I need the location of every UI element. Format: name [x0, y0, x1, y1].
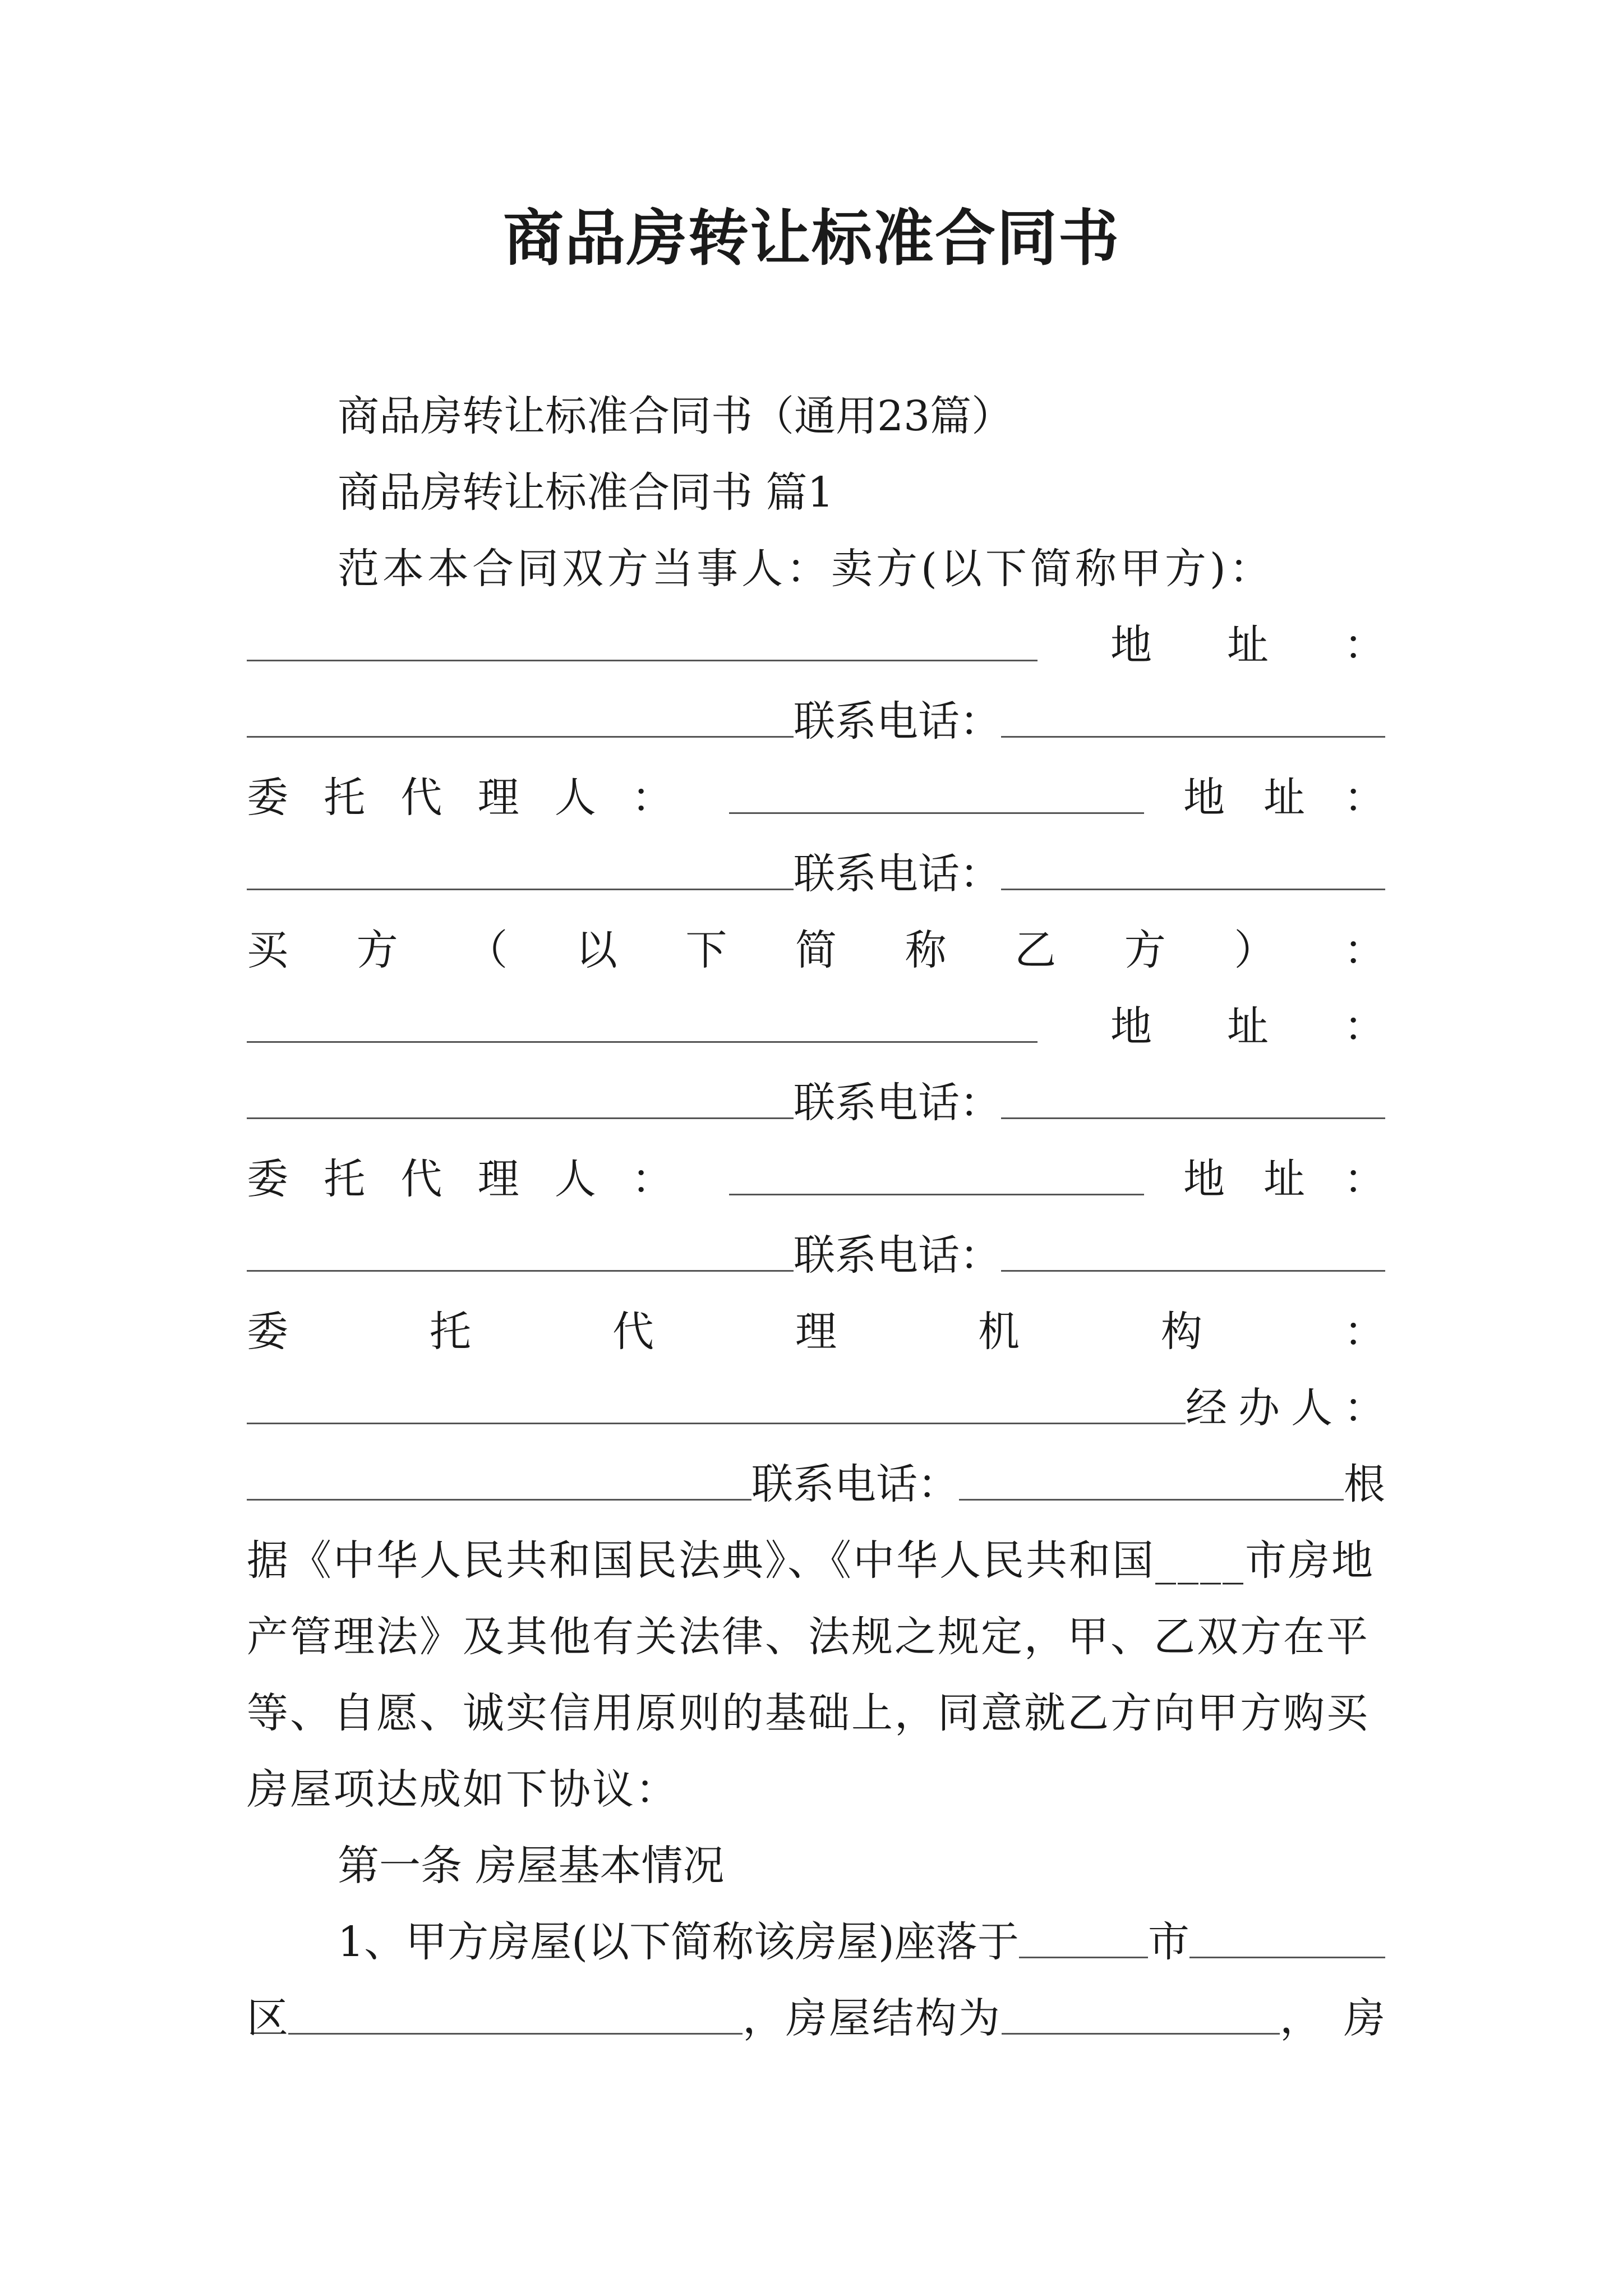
item-1-prefix: 1、甲方房屋(以下简称该房屋)座落于 — [338, 1918, 1019, 1966]
address-char: 地 — [1183, 774, 1225, 822]
address-char: 址 — [1264, 774, 1305, 822]
agency-char: ： — [1344, 1308, 1385, 1356]
location-blank[interactable] — [288, 1993, 743, 2035]
buyer-char: ） — [1234, 926, 1276, 974]
address-char: 地 — [1110, 621, 1152, 669]
agency-char: 机 — [978, 1308, 1020, 1356]
seller-agent-phone-label: 联系电话： — [794, 850, 1001, 898]
seller-address-label — [1110, 611, 1385, 679]
agency-char: 代 — [612, 1308, 654, 1356]
handler-blank[interactable] — [247, 1458, 751, 1501]
agency-char: 托 — [430, 1308, 471, 1356]
buyer-char: 买 — [247, 926, 288, 974]
seller-agent-label — [247, 764, 673, 831]
item-1-line-1 — [338, 1908, 1385, 1976]
agent-char: 代 — [400, 774, 442, 822]
agent-char: ： — [631, 774, 673, 822]
section-heading: 商品房转让标准合同书 篇1 — [338, 468, 834, 517]
seller-phone-row — [247, 688, 1385, 755]
district-label: 区 — [247, 1994, 288, 2042]
agent-char: 托 — [324, 1155, 366, 1203]
buyer-phone-row — [247, 1069, 1385, 1137]
agent-char: 委 — [247, 774, 288, 822]
buyer-agent-blank[interactable] — [729, 1153, 1144, 1195]
seller-agent-phone-blank[interactable] — [1001, 848, 1385, 890]
seller-phone-blank[interactable] — [1001, 696, 1385, 738]
para-line-1 — [247, 1527, 1385, 1594]
address-char: 址 — [1227, 1002, 1269, 1051]
handler-phone-row — [247, 1451, 1385, 1518]
seller-address-row — [247, 611, 1385, 679]
agent-char: 委 — [247, 1155, 288, 1203]
buyer-char: 以 — [575, 926, 617, 974]
para-line-3: 等、自愿、诚实信用原则的基础上，同意就乙方向甲方购买 — [247, 1689, 1370, 1737]
para-line-4: 房屋项达成如下协议： — [247, 1765, 679, 1814]
address-char: ： — [1344, 774, 1385, 822]
seller-agent-row — [247, 764, 1385, 831]
address-char: ： — [1344, 621, 1385, 669]
buyer-char: 称 — [905, 926, 947, 974]
handler-phone-label: 联系电话： — [751, 1460, 959, 1508]
handler-row — [247, 1374, 1396, 1442]
buyer-address-label — [1110, 993, 1385, 1060]
address-char: 址 — [1264, 1155, 1305, 1203]
handler-phone-blank[interactable] — [959, 1458, 1344, 1501]
para-line-2: 产管理法》及其他有关法律、法规之规定，甲、乙双方在平 — [247, 1613, 1370, 1661]
trailing-char: 根 — [1344, 1460, 1385, 1508]
buyer-name-blank[interactable] — [247, 1001, 1038, 1043]
item-1-line-2 — [247, 1985, 1408, 2052]
buyer-agent-label — [247, 1145, 673, 1213]
seller-phone-label: 联系电话： — [794, 697, 1001, 746]
address-char: 地 — [1183, 1155, 1225, 1203]
agency-blank[interactable] — [247, 1382, 1186, 1424]
article-1-heading: 第一条 房屋基本情况 — [338, 1842, 725, 1890]
seller-agent-address-blank[interactable] — [247, 848, 794, 890]
buyer-phone-blank[interactable] — [1001, 1077, 1385, 1119]
seller-agent-blank[interactable] — [729, 772, 1144, 814]
structure-label: ，房屋结构为 — [743, 1994, 1002, 2042]
agent-char: 理 — [477, 1155, 519, 1203]
address-char: ： — [1344, 1002, 1385, 1051]
agent-char: 理 — [477, 774, 519, 822]
agent-char: ： — [631, 1155, 673, 1203]
buyer-char: 简 — [795, 926, 837, 974]
buyer-char: （ — [466, 926, 508, 974]
city-blank[interactable] — [1019, 1916, 1148, 1958]
seller-agent-phone-row — [247, 840, 1385, 908]
address-char: 址 — [1227, 621, 1269, 669]
agency-char: 理 — [795, 1308, 837, 1356]
agent-char: 代 — [400, 1155, 442, 1203]
buyer-agent-phone-row — [247, 1222, 1385, 1289]
buyer-agent-address-label — [1183, 1145, 1385, 1213]
agent-char: 托 — [324, 774, 366, 822]
buyer-agent-address-blank[interactable] — [247, 1230, 794, 1272]
address-char: 地 — [1110, 1002, 1152, 1051]
address-char: ： — [1344, 1155, 1385, 1203]
buyer-char: ： — [1343, 926, 1385, 974]
agent-char: 人 — [554, 774, 596, 822]
buyer-agent-phone-label: 联系电话： — [794, 1231, 1001, 1280]
buyer-address-blank[interactable] — [247, 1077, 794, 1119]
agent-char: 人 — [554, 1155, 596, 1203]
handler-label: 经办人： — [1186, 1384, 1396, 1432]
intro-line: 范本本合同双方当事人：卖方(以下简称甲方)： — [338, 545, 1274, 593]
agency-char: 构 — [1161, 1308, 1202, 1356]
buyer-char: 方 — [1124, 926, 1166, 974]
buyer-char: 下 — [685, 926, 727, 974]
structure-blank[interactable] — [1002, 1993, 1280, 2035]
seller-agent-address-label — [1183, 764, 1385, 831]
buyer-char: 方 — [356, 926, 398, 974]
buyer-phone-label: 联系电话： — [794, 1079, 1001, 1127]
agency-char: 委 — [247, 1308, 288, 1356]
buyer-agent-phone-blank[interactable] — [1001, 1230, 1385, 1272]
district-name-blank[interactable] — [1189, 1916, 1385, 1958]
para-text: 据《中华人民共和国民法典》、《中华人民共和国____市房地 — [247, 1536, 1375, 1585]
city-label: 市 — [1147, 1918, 1189, 1966]
seller-address-blank[interactable] — [247, 696, 794, 738]
buyer-row — [247, 917, 1385, 984]
subtitle: 商品房转让标准合同书（通用23篇） — [338, 392, 1013, 440]
buyer-char: 乙 — [1015, 926, 1057, 974]
seller-name-blank[interactable] — [247, 619, 1038, 661]
buyer-address-row — [247, 993, 1385, 1060]
item-1-tail: ，房 — [1280, 1994, 1408, 2042]
agency-row — [247, 1298, 1385, 1365]
buyer-agent-row — [247, 1145, 1385, 1213]
document-title: 商品房转让标准合同书 — [502, 203, 1120, 274]
